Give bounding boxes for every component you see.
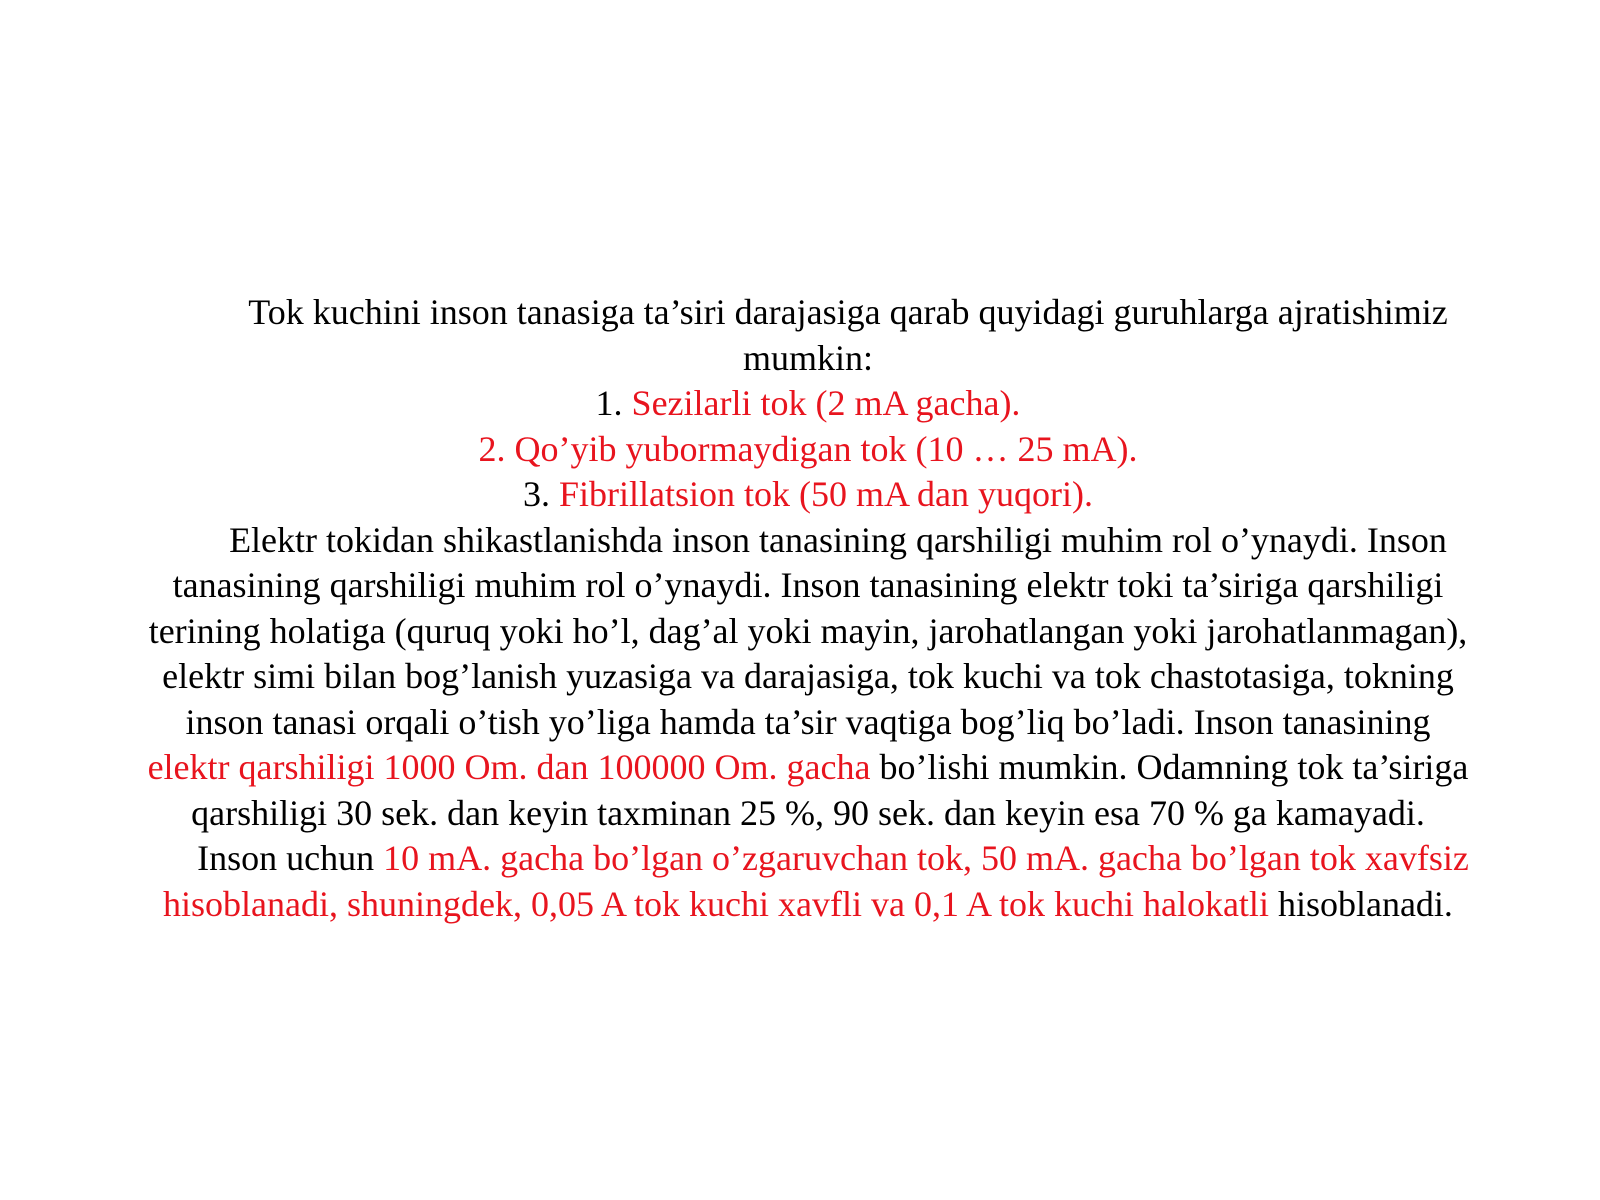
paragraph-2-line-2 <box>108 882 1508 928</box>
intro-line-2 <box>108 336 1508 382</box>
paragraph-1-line-1 <box>108 518 1508 564</box>
list-item-3-number: 3. <box>523 474 550 514</box>
list-item-2-text: Qo’yib yubormaydigan tok (10 … 25 mA). <box>514 428 1138 469</box>
paragraph-2-line-1-text: Inson uchun <box>197 838 384 878</box>
paragraph-1-line-7-text: qarshiligi 30 sek. dan keyin taxminan 25 %, 90 sek. dan keyin esa 70 % ga kamayadi. <box>191 792 1425 833</box>
safe-current-highlight: 10 mA. gacha bo’lgan o’zgaruvchan tok, 50 mA. gacha bo’lgan tok xavfsiz <box>383 838 1469 878</box>
list-item-2 <box>108 427 1508 473</box>
paragraph-1-line-1-text: Elektr tokidan shikastlanishda inson tanasining qarshiligi muhim rol o’ynaydi. Inson <box>229 519 1447 560</box>
paragraph-2-line-1 <box>108 836 1508 882</box>
paragraph-1-line-4 <box>108 654 1508 700</box>
list-item-2-number: 2. <box>478 428 506 469</box>
paragraph-1-line-6 <box>108 745 1508 791</box>
list-item-1-text: Sezilarli tok (2 mA gacha). <box>631 383 1021 423</box>
paragraph-1-line-4-text: elektr simi bilan bog’lanish yuzasiga va darajasiga, tok kuchi va tok chastotasiga, tokning <box>162 656 1454 696</box>
intro-line-2-text: mumkin: <box>742 337 873 378</box>
dangerous-current-highlight: hisoblanadi, shuningdek, 0,05 A tok kuchi xavfli va 0,1 A tok kuchi halokatli <box>163 883 1269 924</box>
list-item-1-number: 1. <box>595 383 623 423</box>
slide-text-body <box>108 290 1508 927</box>
paragraph-1-line-2-text: tanasining qarshiligi muhim rol o’ynaydi. Inson tanasining elektr toki ta’siriga qarshiligi <box>172 565 1444 605</box>
paragraph-1-line-5 <box>108 700 1508 746</box>
paragraph-1-line-2 <box>108 563 1508 609</box>
paragraph-1-line-3 <box>108 609 1508 655</box>
paragraph-1-line-7 <box>108 791 1508 837</box>
list-item-1 <box>108 381 1508 427</box>
list-item-3 <box>108 472 1508 518</box>
list-item-3-text: Fibrillatsion tok (50 mA dan yuqori). <box>559 474 1093 514</box>
intro-line-1 <box>108 290 1508 336</box>
paragraph-1-line-3-text: terining holatiga (quruq yoki ho’l, dag’al yoki mayin, jarohatlangan yoki jarohatlanmagan), <box>148 610 1468 651</box>
resistance-highlight: elektr qarshiligi 1000 Om. dan 100000 Om. gacha <box>147 747 871 787</box>
intro-line-1-text: Tok kuchini inson tanasiga ta’siri darajasiga qarab quyidagi guruhlarga ajratishimiz <box>248 292 1448 332</box>
paragraph-1-line-6-text: bo’lishi mumkin. Odamning tok ta’siriga <box>870 747 1469 787</box>
paragraph-2-line-2-text: hisoblanadi. <box>1268 883 1453 924</box>
paragraph-1-line-5-text: inson tanasi orqali o’tish yo’liga hamda ta’sir vaqtiga bog’liq bo’ladi. Inson tanasining <box>185 701 1431 742</box>
